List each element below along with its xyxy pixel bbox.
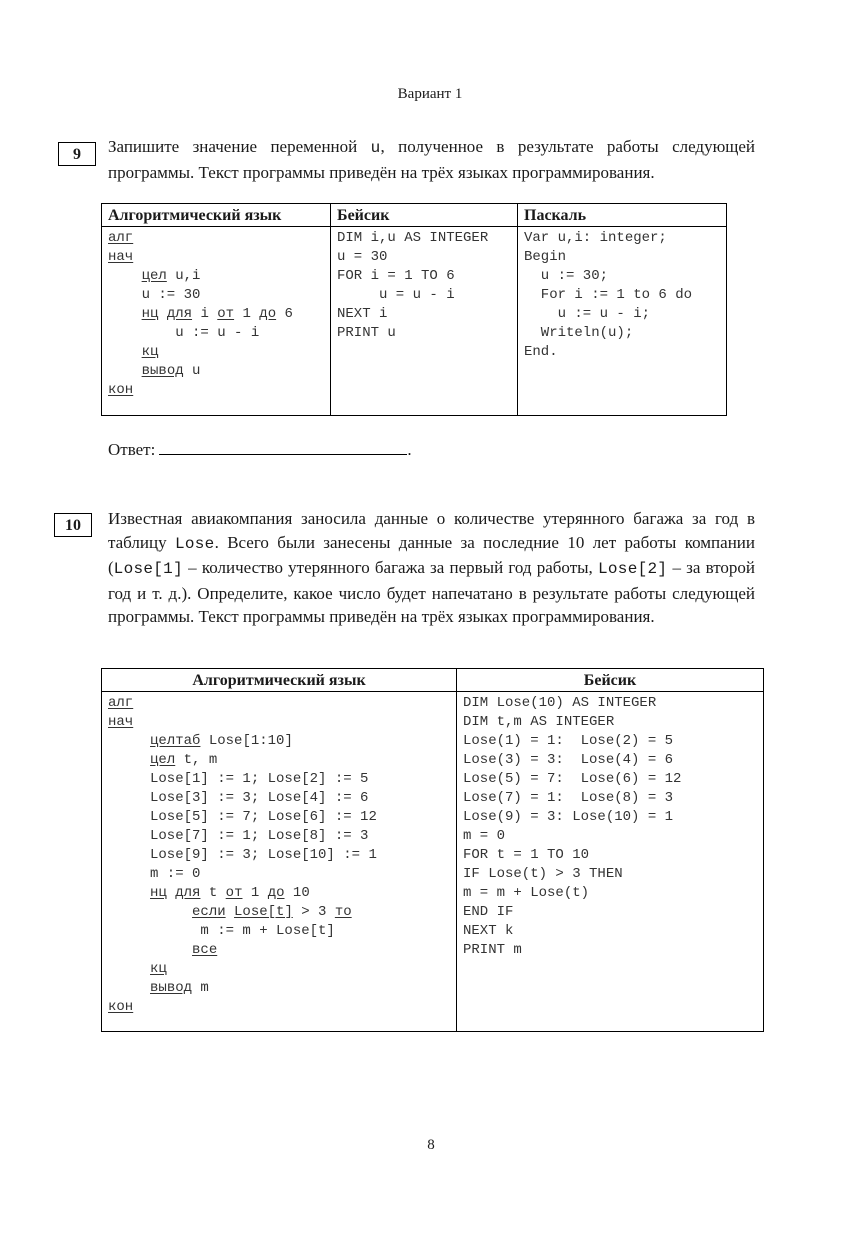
answer-field[interactable]	[159, 440, 407, 455]
q10-t2: . Всего были занесены данные за последние 10 лет работы компании (	[108, 532, 755, 577]
question-9-text	[108, 135, 755, 184]
q10-header-algo: Алгоритмический язык	[102, 669, 457, 692]
page-header: Вариант 1	[397, 86, 463, 102]
q9-program-table	[101, 203, 727, 416]
q9-answer-label: Ответ:	[108, 440, 156, 459]
q9-answer	[108, 440, 412, 460]
q10-t4: – за второй год и т. д.). Определите, какое число будет напечатано в результате работы следующей программы. Текст программы приведён на трёх языках программирования.	[108, 558, 756, 626]
q9-header-algo: Алгоритмический язык	[102, 204, 331, 227]
q10-c1: Lose	[174, 534, 215, 553]
page-number: 8	[427, 1137, 435, 1153]
q9-text-before: Запишите значение переменной	[108, 137, 371, 156]
q9-var: u	[370, 139, 381, 157]
q10-t3: – количество утерянного багажа за первый год работы,	[182, 558, 598, 577]
q9-text-after: , полученное в результате работы следующей программы. Текст программы приведён на трёх языках программирования.	[108, 137, 755, 182]
q10-c2: Lose[1]	[113, 560, 183, 578]
q9-pascal-code: Var u,i: integer; Begin u := 30; For i := 1 to 6 do u := u - i; Writeln(u); End.	[518, 227, 727, 416]
q9-answer-dot: .	[407, 440, 412, 459]
q10-program-table	[101, 668, 764, 1032]
q9-basic-code: DIM i,u AS INTEGER u = 30 FOR i = 1 TO 6 u = u - i NEXT i PRINT u	[331, 227, 518, 416]
q9-algo-code: алг нач цел u,i u := 30 нц для i от 1 до 6 u := u - i кц вывод u кон	[102, 227, 331, 416]
question-10-number: 10	[54, 513, 92, 537]
question-10-text	[108, 507, 755, 629]
question-9-number: 9	[58, 142, 96, 166]
q10-c3: Lose[2]	[598, 560, 668, 578]
q10-algo-code: алг нач целтаб Lose[1:10] цел t, m Lose[1] := 1; Lose[2] := 5 Lose[3] := 3; Lose[4] := 6 Lose[5] := 7; Lose[6] := 12 Lose[7] := 1; Lose[8] := 3 Lose[9] := 3; Lose[10] := 1 m := 0 нц для t от 1 до 10 если Lose[t] > 3 то m := m + Lose[t] все кц вывод m кон	[102, 692, 457, 1032]
q10-t1: Известная авиакомпания заносила данные о количестве утерянного багажа за год в таблицу	[108, 509, 755, 552]
q10-header-basic: Бейсик	[457, 669, 764, 692]
q10-basic-code: DIM Lose(10) AS INTEGER DIM t,m AS INTEGER Lose(1) = 1: Lose(2) = 5 Lose(3) = 3: Lose(4) = 6 Lose(5) = 7: Lose(6) = 12 Lose(7) = 1: Lose(8) = 3 Lose(9) = 3: Lose(10) = 1 m = 0 FOR t = 1 TO 10 IF Lose(t) > 3 THEN m = m + Lose(t) END IF NEXT k PRINT m	[457, 692, 764, 1032]
q9-header-basic: Бейсик	[331, 204, 518, 227]
q9-header-pascal: Паскаль	[518, 204, 727, 227]
